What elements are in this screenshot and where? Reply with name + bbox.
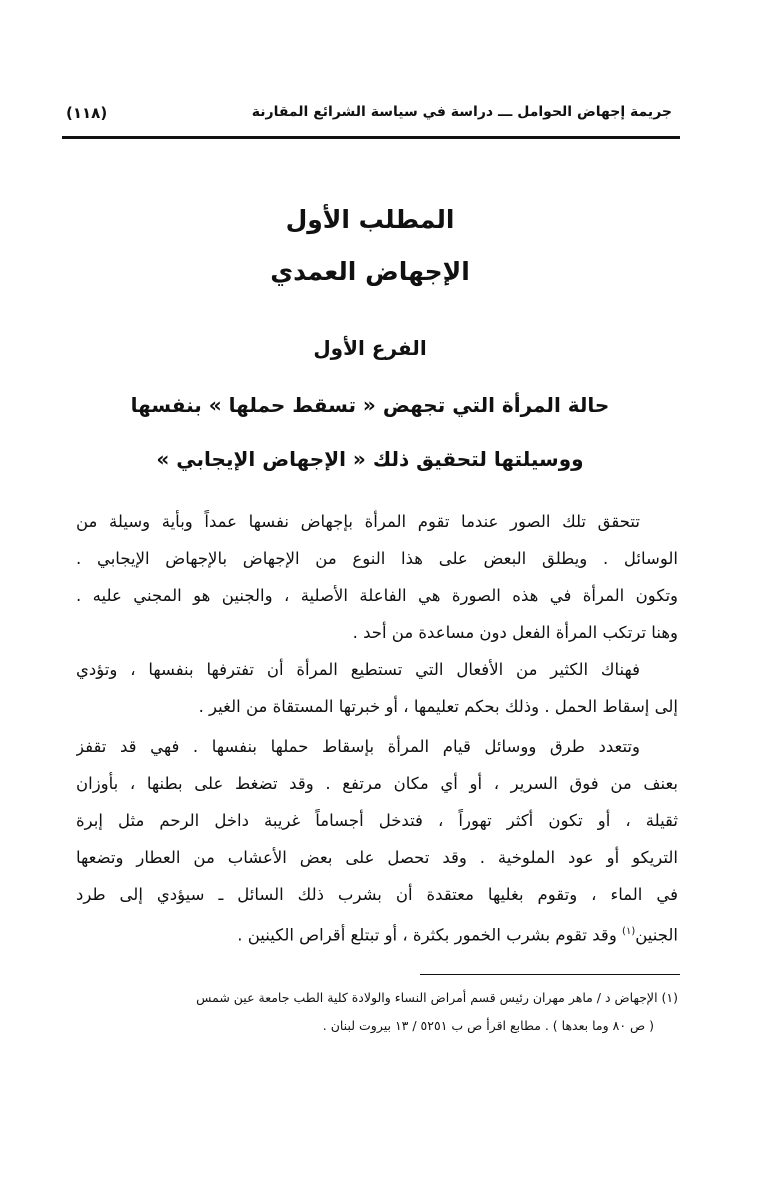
header-rule: [62, 136, 680, 139]
section-heading: المطلب الأول: [285, 205, 455, 234]
page-number: (١١٨): [66, 104, 108, 122]
text-fragment: الجنين: [635, 925, 678, 945]
running-title: جريمة إجهاض الحوامل ـــ دراسة في سياسة الشرائع المقارنة: [251, 104, 672, 120]
footnote-rule: [420, 974, 680, 975]
text-line: التريكو أو عود الملوخية . وقد تحصل على بعض الأعشاب من العطار وتضعها: [76, 848, 678, 867]
text-line: بعنف من فوق السرير ، أو أي مكان مرتفع . وقد تضغط على بطنها ، بأوزان: [76, 774, 678, 793]
text-line: وتتعدد طرق ووسائل قيام المرأة بإسقاط حملها بنفسها . فهي قد تقفز: [76, 737, 640, 756]
text-line: ثقيلة ، أو تكون أكثر تهوراً ، فتدخل أجساماً غريبة داخل الرحم مثل إبرة: [76, 811, 678, 830]
paragraph-1: [76, 503, 678, 651]
footnote-line: ( ص ٨٠ وما بعدها ) . مطابع اقرأ ص ب ٥٢٥١ / ١٣ بيروت لبنان .: [322, 1018, 654, 1033]
topic-heading-line-1: حالة المرأة التي تجهض « تسقط حملها » بنفسها: [130, 393, 610, 417]
running-header: [62, 100, 680, 130]
paragraph-2: [76, 651, 678, 725]
text-line: وهنا ترتكب المرأة الفعل دون مساعدة من أحد .: [352, 623, 678, 642]
text-line: الوسائل . ويطلق البعض على هذا النوع من الإجهاض بالإجهاض الإيجابي .: [76, 549, 678, 568]
text-line: فهناك الكثير من الأفعال التي تستطيع المرأة أن تفترفها بنفسها ، وتؤدي: [76, 660, 640, 679]
text-line: إلى إسقاط الحمل . وذلك بحكم تعليمها ، أو خبرتها المستقاة من الغير .: [198, 697, 678, 716]
paragraph-3: [76, 728, 678, 950]
branch-heading: الفرع الأول: [313, 336, 427, 360]
section-subheading: الإجهاض العمدي: [270, 257, 470, 286]
text-fragment: وقد تقوم بشرب الخمور بكثرة ، أو تبتلع أقراص الكينين .: [237, 925, 623, 945]
text-line: في الماء ، وتقوم بغليها معتقدة أن بشرب ذلك السائل ـ سيؤدي إلى طرد: [76, 885, 678, 904]
footnote-marker: (١): [622, 926, 636, 937]
text-line: [76, 913, 678, 950]
text-line: تتحقق تلك الصور عندما تقوم المرأة بإجهاض نفسها عمداً وبأية وسيلة من: [76, 512, 640, 531]
topic-heading-line-2: ووسيلتها لتحقيق ذلك « الإجهاض الإيجابي »: [156, 447, 584, 471]
text-line: وتكون المرأة في هذه الصورة هي الفاعلة الأصلية ، والجنين هو المجني عليه .: [76, 586, 678, 605]
footnote-line: (١) الإجهاض د / ماهر مهران رئيس قسم أمراض النساء والولادة كلية الطب جامعة عين شمس: [196, 990, 678, 1005]
